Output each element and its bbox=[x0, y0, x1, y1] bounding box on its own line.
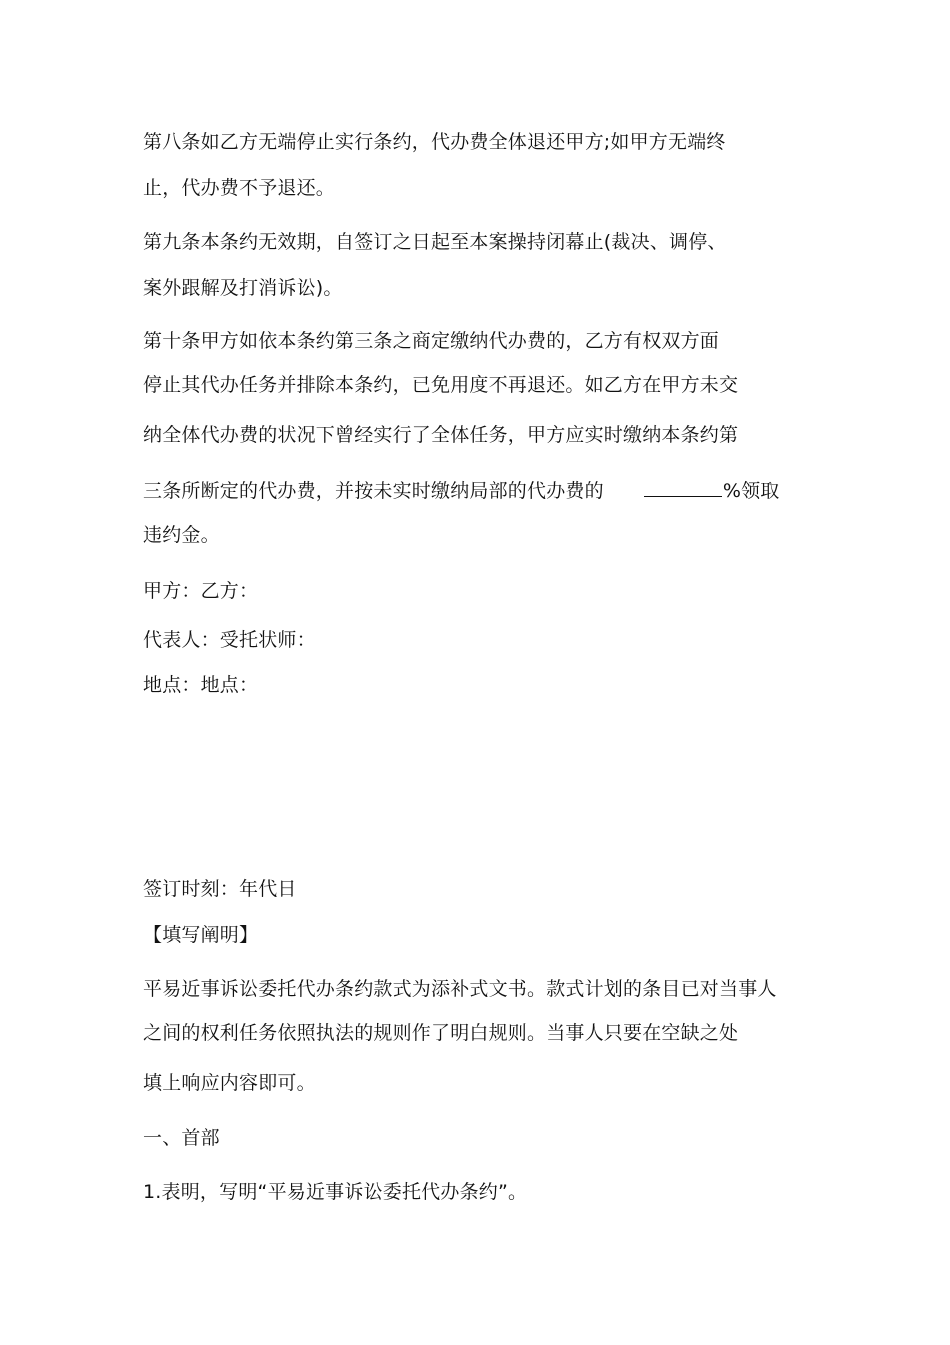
signature-location: 地点：地点： bbox=[143, 674, 259, 696]
article-10-line-3: 纳全体代办费的状况下曾经实行了全体任务，甲方应实时缴纳本条约第 bbox=[143, 424, 739, 446]
article-10-line-2: 停止其代办任务并排除本条约，已免用度不再退还。如乙方在甲方未交 bbox=[143, 374, 739, 396]
instructions-heading: 【填写阐明】 bbox=[143, 924, 259, 946]
article-10-line-4-text: 三条所断定的代办费，并按未实时缴纳局部的代办费的 bbox=[143, 480, 604, 502]
section-1-heading: 一、首部 bbox=[143, 1127, 220, 1149]
percentage-blank bbox=[644, 478, 722, 497]
signature-representative: 代表人：受托状师： bbox=[143, 629, 316, 651]
sign-date: 签订时刻：年代日 bbox=[143, 878, 297, 900]
item-1: 1.表明，写明“平易近事诉讼委托代办条约”。 bbox=[143, 1181, 528, 1203]
article-9-line-1: 第九条本条约无效期，自签订之日起至本案操持闭幕止(裁决、调停、 bbox=[143, 231, 727, 253]
article-10-line-1: 第十条甲方如依本条约第三条之商定缴纳代办费的，乙方有权双方面 bbox=[143, 330, 720, 352]
signature-party: 甲方：乙方： bbox=[143, 580, 259, 602]
article-9-line-2: 案外跟解及打消诉讼)。 bbox=[143, 277, 343, 299]
article-8-line-2: 止，代办费不予退还。 bbox=[143, 177, 336, 199]
instructions-line-1: 平易近事诉讼委托代办条约款式为添补式文书。款式计划的条目已对当事人 bbox=[143, 978, 777, 1000]
article-10-line-4-suffix: %领取 bbox=[722, 480, 780, 502]
article-8-line-1: 第八条如乙方无端停止实行条约，代办费全体退还甲方;如甲方无端终 bbox=[143, 131, 726, 153]
article-10-line-4 bbox=[143, 478, 779, 504]
instructions-line-2: 之间的权利任务依照执法的规则作了明白规则。当事人只要在空缺之处 bbox=[143, 1022, 739, 1044]
instructions-line-3: 填上响应内容即可。 bbox=[143, 1072, 316, 1094]
article-10-line-5: 违约金。 bbox=[143, 524, 220, 546]
